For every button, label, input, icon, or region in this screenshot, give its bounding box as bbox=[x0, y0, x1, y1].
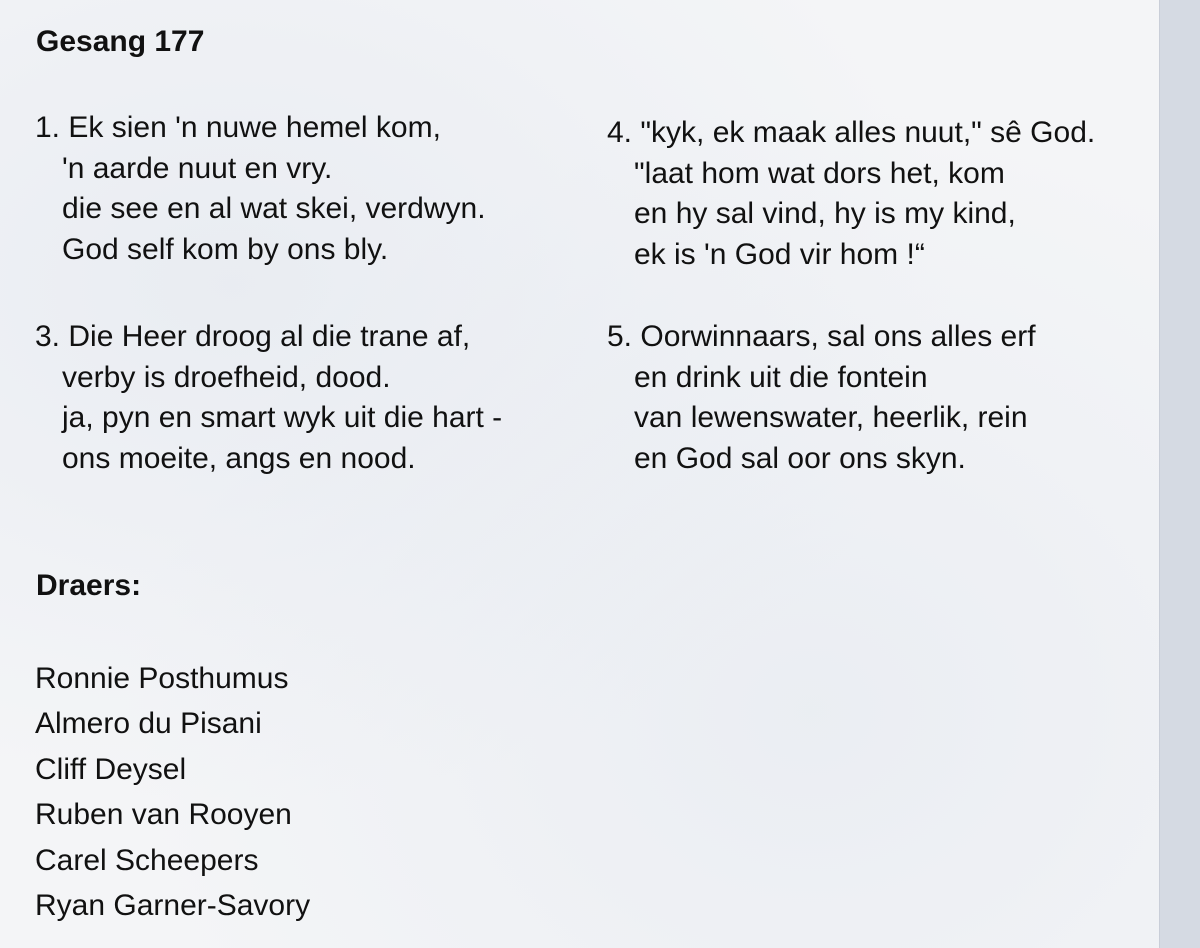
stanza-line: 'n aarde nuut en vry. bbox=[62, 151, 333, 185]
bearer-name: Ryan Garner-Savory bbox=[35, 889, 311, 923]
page-edge-strip bbox=[1159, 0, 1200, 948]
stanza-line: "laat hom wat dors het, kom bbox=[634, 156, 1005, 190]
stanza-line: ons moeite, angs en nood. bbox=[62, 441, 416, 475]
bearers-heading: Draers: bbox=[36, 569, 142, 602]
stanza-5 bbox=[607, 317, 1036, 479]
stanza-line: Die Heer droog al die trane af, bbox=[68, 320, 471, 353]
stanza-first-line bbox=[607, 113, 1095, 154]
stanza-line: en drink uit die fontein bbox=[634, 360, 928, 394]
stanza-line: Ek sien 'n nuwe hemel kom, bbox=[68, 111, 441, 144]
stanza-line: en God sal oor ons skyn. bbox=[634, 441, 966, 475]
bearer-name: Ruben van Rooyen bbox=[35, 798, 292, 832]
stanza-3 bbox=[35, 317, 502, 479]
bearer-name: Almero du Pisani bbox=[35, 707, 262, 741]
stanza-first-line bbox=[35, 317, 502, 358]
stanza-line: God self kom by ons bly. bbox=[62, 232, 389, 266]
stanza-4 bbox=[607, 113, 1095, 275]
bearer-name: Ronnie Posthumus bbox=[35, 662, 289, 695]
stanza-line: en hy sal vind, hy is my kind, bbox=[634, 197, 1016, 230]
stanza-number: 5. bbox=[607, 320, 633, 353]
stanza-first-line bbox=[35, 108, 486, 149]
stanza-line: ja, pyn en smart wyk uit die hart - bbox=[62, 401, 503, 434]
bearer-name: Cliff Deysel bbox=[35, 752, 187, 786]
stanza-number: 4. bbox=[607, 116, 633, 149]
hymn-title: Gesang 177 bbox=[36, 25, 205, 58]
stanza-line: verby is droefheid, dood. bbox=[62, 360, 391, 394]
stanza-number: 3. bbox=[35, 320, 61, 353]
stanza-line: van lewenswater, heerlik, rein bbox=[634, 401, 1028, 434]
stanza-line: die see en al wat skei, verdwyn. bbox=[62, 192, 486, 225]
stanza-number: 1. bbox=[35, 111, 61, 144]
stanza-1 bbox=[35, 108, 486, 270]
bearer-name: Carel Scheepers bbox=[35, 843, 259, 877]
bearers-list bbox=[35, 656, 310, 928]
stanza-line: ek is 'n God vir hom !“ bbox=[634, 237, 925, 271]
stanza-first-line bbox=[607, 317, 1036, 358]
stanza-line: "kyk, ek maak alles nuut," sê God. bbox=[640, 116, 1096, 149]
stanza-line: Oorwinnaars, sal ons alles erf bbox=[640, 320, 1036, 353]
